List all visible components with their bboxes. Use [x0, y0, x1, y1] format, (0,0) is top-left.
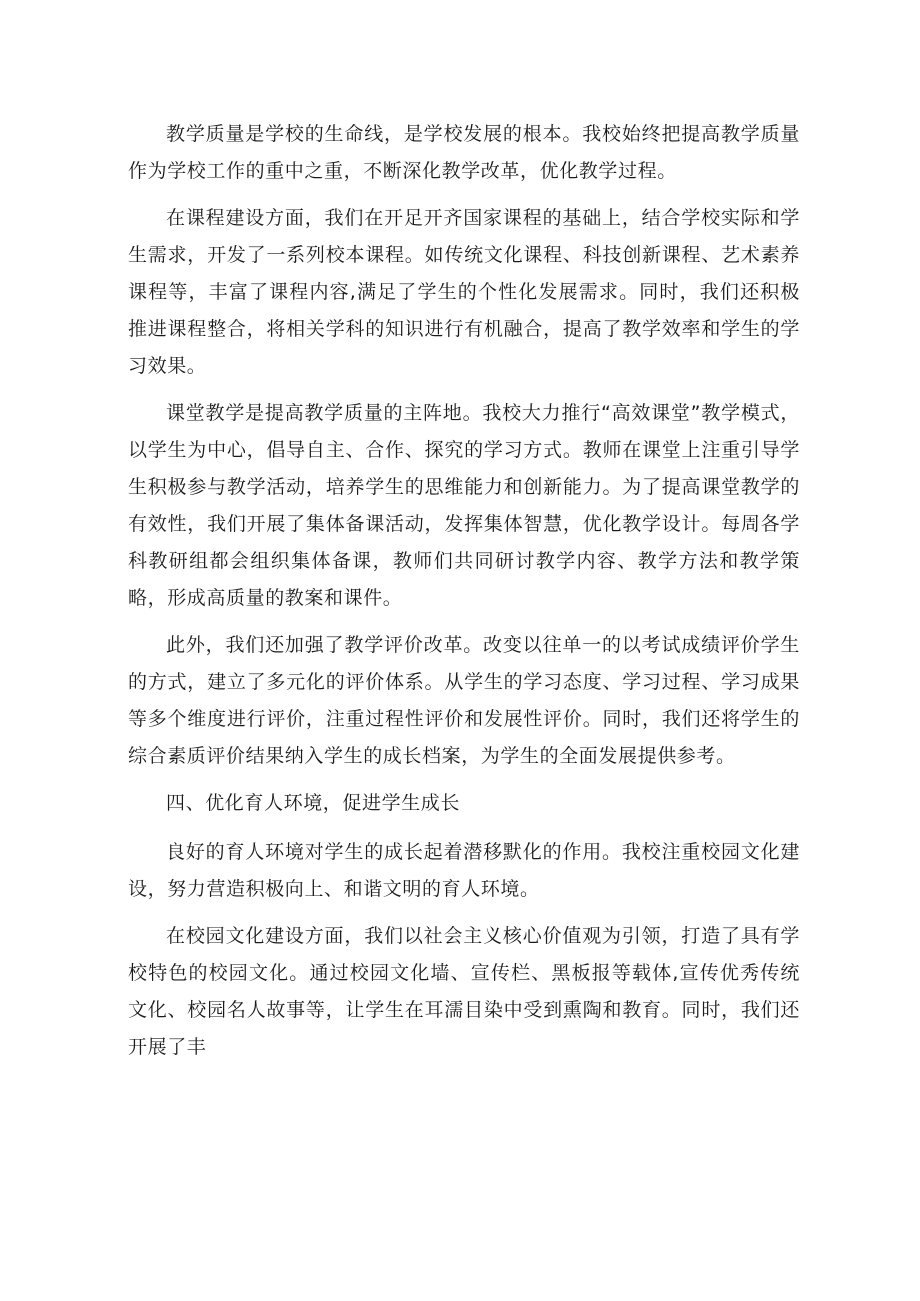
- document-body: [128, 116, 800, 1076]
- paragraph-education-environment: 良好的育人环境对学生的成长起着潜移默化的作用。我校注重校园文化建设，努力营造积极向上、和谐文明的育人环境。: [128, 841, 800, 900]
- paragraph-teaching-quality: 教学质量是学校的生命线，是学校发展的根本。我校始终把提高教学质量作为学校工作的重中之重，不断深化教学改革，优化教学过程。: [128, 123, 800, 182]
- section-heading-environment: 四、优化育人环境，促进学生成长: [166, 792, 461, 814]
- paragraph-campus-culture: 在校园文化建设方面，我们以社会主义核心价值观为引领，打造了具有学校特色的校园文化。通过校园文化墙、宣传栏、黑板报等载体,宣传优秀传统文化、校园名人故事等，让学生在耳濡目染中受到熏陶和教育。同时，我们还开展了丰: [128, 925, 800, 1058]
- paragraph-classroom-teaching: 课堂教学是提高教学质量的主阵地。我校大力推行“高效课堂”教学模式，以学生为中心，倡导自主、合作、探究的学习方式。教师在课堂上注重引导学生积极参与教学活动，培养学生的思维能力和创新能力。为了提高课堂教学的有效性，我们开展了集体备课活动，发挥集体智慧，优化教学设计。每周各学科教研组都会组织集体备课，教师们共同研讨教学内容、教学方法和教学策略，形成高质量的教案和课件。: [128, 402, 800, 609]
- paragraph-curriculum-building: 在课程建设方面，我们在开足开齐国家课程的基础上，结合学校实际和学生需求，开发了一系列校本课程。如传统文化课程、科技创新课程、艺术素养课程等，丰富了课程内容,满足了学生的个性化发展需求。同时，我们还积极推进课程整合，将相关学科的知识进行有机融合，提高了教学效率和学生的学习效果。: [128, 207, 800, 377]
- paragraph-evaluation-reform: 此外，我们还加强了教学评价改革。改变以往单一的以考试成绩评价学生的方式，建立了多元化的评价体系。从学生的学习态度、学习过程、学习成果等多个维度进行评价，注重过程性评价和发展性评价。同时，我们还将学生的综合素质评价结果纳入学生的成长档案，为学生的全面发展提供参考。: [128, 634, 800, 767]
